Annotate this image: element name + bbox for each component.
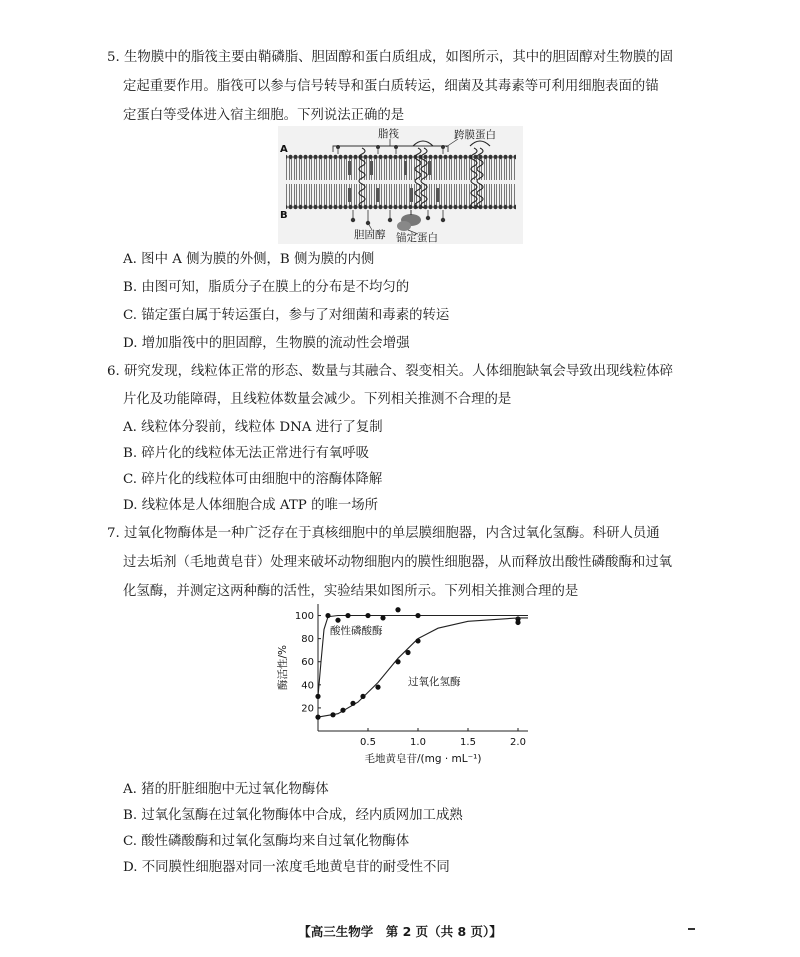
corner-mark [688,928,695,930]
side-a-label: A [280,144,288,155]
data-point-series-2 [360,694,365,699]
series-label-acid-phosphatase: 酸性磷酸酶 [330,625,383,638]
data-point-series-2 [375,685,380,690]
data-point-series-2 [395,659,400,664]
q6-option-a: A. 线粒体分裂前，线粒体 DNA 进行了复制 [123,420,383,435]
q7-stem-line3: 化氢酶，并测定这两种酶的活性，实验结果如图所示。下列相关推测合理的是 [123,584,579,599]
data-point-series-2 [350,701,355,706]
data-point-series-2 [340,708,345,713]
raft-label: 脂筏 [378,128,399,140]
x-axis-label: 毛地黄皂苷/(mg · mL⁻¹) [364,753,482,765]
data-point-series-2 [330,712,335,717]
x-tick-label: 0.5 [360,737,376,748]
q7-option-c: C. 酸性磷酸酶和过氧化氢酶均来自过氧化物酶体 [123,834,410,849]
transmembrane-label: 跨膜蛋白 [454,129,496,141]
y-tick-label: 60 [301,657,314,669]
x-tick-label: 1.0 [410,737,426,748]
q6-option-c: C. 碎片化的线粒体可由细胞中的溶酶体降解 [123,472,383,487]
data-point-series-1 [335,618,340,623]
data-point-series-2 [405,650,410,655]
q5-stem-line1: 5. 生物膜中的脂筏主要由鞘磷脂、胆固醇和蛋白质组成，如图所示，其中的胆固醇对生物膜的固 [107,50,674,65]
x-tick-label: 1.5 [460,737,476,748]
data-point-series-2 [515,620,520,625]
q7-option-a: A. 猪的肝脏细胞中无过氧化物酶体 [123,782,329,797]
x-tick-label: 2.0 [510,737,526,748]
q7-stem-line1: 7. 过氧化物酶体是一种广泛存在于真核细胞中的单层膜细胞器，内含过氧化氢酶。科研人员通 [107,526,660,541]
cholesterol-label: 胆固醇 [354,229,386,241]
q5-option-b: B. 由图可知，脂质分子在膜上的分布是不均匀的 [123,280,410,295]
y-axis-label: 酶活性/% [277,644,289,691]
q5-stem-line2: 定起重要作用。脂筏可以参与信号转导和蛋白质转运，细菌及其毒素等可利用细胞表面的锚 [123,79,659,94]
y-tick-label: 100 [294,611,314,623]
q5-option-c: C. 锚定蛋白属于转运蛋白，参与了对细菌和毒素的转运 [123,308,450,323]
q7-stem-line2: 过去垢剂（毛地黄皂苷）处理来破坏动物细胞内的膜性细胞器，从而释放出酸性磷酸酶和过氧 [123,555,673,570]
y-tick-label: 40 [301,680,314,692]
q6-stem-line2: 片化及功能障碍，且线粒体数量会减少。下列相关推测不合理的是 [123,392,512,407]
q6-option-d: D. 线粒体是人体细胞合成 ATP 的唯一场所 [123,498,379,513]
data-point-series-1 [345,613,350,618]
data-point-series-2 [415,638,420,643]
q6-stem-line1: 6. 研究发现，线粒体正常的形态、数量与其融合、裂变相关。人体细胞缺氧会导致出现线粒体碎 [107,364,674,379]
data-point-series-1 [325,613,330,618]
data-point-series-1 [395,607,400,612]
y-tick-label: 20 [301,703,314,715]
anchor-protein-label: 锚定蛋白 [396,232,438,244]
series-label-catalase: 过氧化氢酶 [408,675,461,688]
enzyme-activity-chart [272,598,542,770]
q5-stem-line3: 定蛋白等受体进入宿主细胞。下列说法正确的是 [123,108,405,123]
data-point-series-1 [315,694,320,699]
q5-option-d: D. 增加脂筏中的胆固醇，生物膜的流动性会增强 [123,336,410,351]
q5-option-a: A. 图中 A 侧为膜的外侧，B 侧为膜的内侧 [123,252,375,267]
lipid-raft-diagram [278,126,523,244]
data-point-series-1 [365,613,370,618]
data-point-series-2 [315,715,320,720]
q6-option-b: B. 碎片化的线粒体无法正常进行有氧呼吸 [123,446,369,461]
data-point-series-1 [415,613,420,618]
y-tick-label: 80 [301,634,314,646]
q7-option-b: B. 过氧化氢酶在过氧化物酶体中合成，经内质网加工成熟 [123,808,463,823]
data-point-series-1 [380,615,385,620]
q7-option-d: D. 不同膜性细胞器对同一浓度毛地黄皂苷的耐受性不同 [123,860,450,875]
side-b-label: B [280,210,288,221]
page-footer: 【高三生物学 第 2 页（共 8 页）】 [298,924,502,939]
